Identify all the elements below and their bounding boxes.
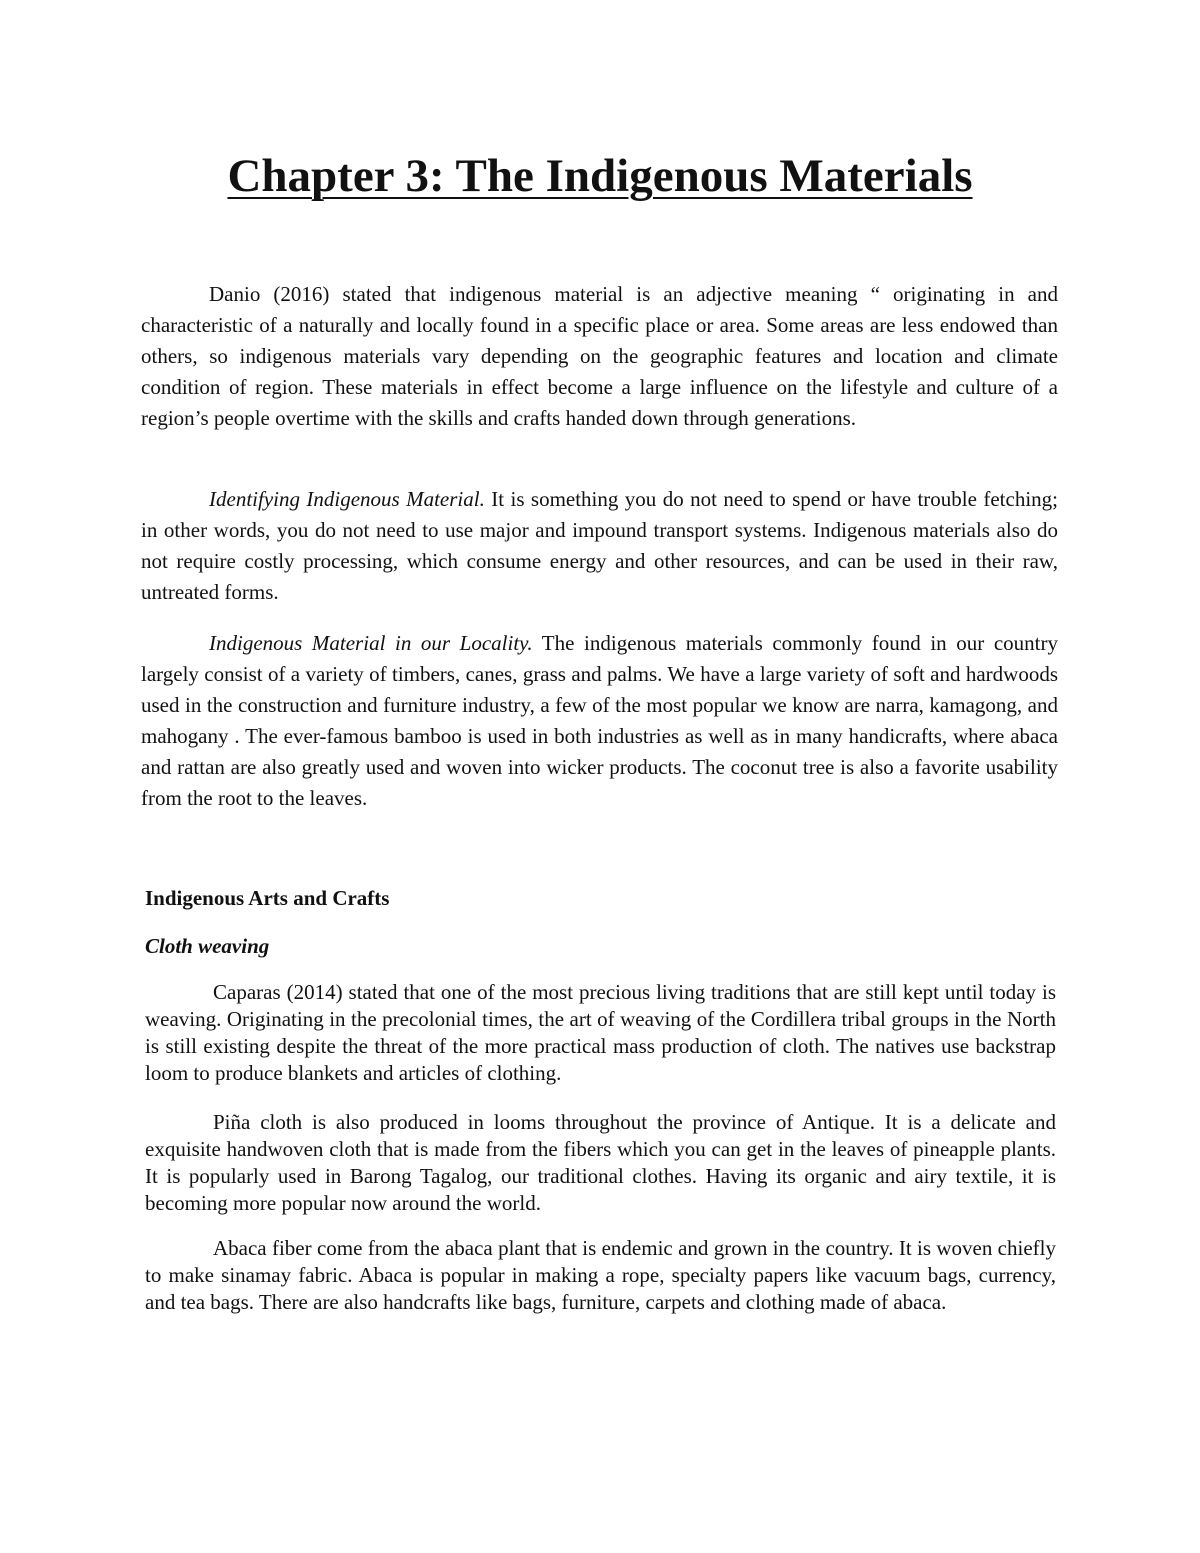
identifying-paragraph [141, 484, 1058, 608]
weaving-paragraph-abaca: Abaca fiber come from the abaca plant that is endemic and grown in the country. It is woven chiefly to make sinamay fabric. Abaca is popular in making a rope, specialty papers like vacuum bags, currency, and tea bags. There are also handcrafts like bags, furniture, carpets and clothing made of abaca. [145, 1236, 1056, 1314]
locality-paragraph [141, 628, 1058, 814]
intro-paragraph: Danio (2016) stated that indigenous material is an adjective meaning “ originating in and characteristic of a naturally and locally found in a specific place or area. Some areas are less endowed than others, so indigenous materials vary depending on the geographic features and location and climate condition of region. These materials in effect become a large influence on the lifestyle and culture of a region’s people overtime with the skills and crafts handed down through generations. [141, 282, 1058, 430]
subheading-cloth-weaving: Cloth weaving [145, 934, 270, 958]
chapter-title: Chapter 3: The Indigenous Materials [227, 150, 973, 202]
locality-lead: Indigenous Material in our Locality. [209, 631, 533, 655]
locality-text: The indigenous materials commonly found in our country largely consist of a variety of timbers, canes, grass and palms. We have a large variety of soft and hardwoods used in the construction and furniture industry, a few of the most popular we know are narra, kamagong, and mahogany . The ever-famous bamboo is used in both industries as well as in many handicrafts, where abaca and rattan are also greatly used and woven into wicker products. The coconut tree is also a favorite usability from the root to the leaves. [141, 631, 1058, 810]
identifying-lead: Identifying Indigenous Material. [209, 487, 485, 511]
weaving-paragraph-pina: Piña cloth is also produced in looms throughout the province of Antique. It is a delicate and exquisite handwoven cloth that is made from the fibers which you can get in the leaves of pineapple plants. It is popularly used in Barong Tagalog, our traditional clothes. Having its organic and airy textile, it is becoming more popular now around the world. [145, 1110, 1056, 1215]
weaving-paragraph-caparas: Caparas (2014) stated that one of the most precious living traditions that are still kept until today is weaving. Originating in the precolonial times, the art of weaving of the Cordillera tribal groups in the North is still existing despite the threat of the more practical mass production of cloth. The natives use backstrap loom to produce blankets and articles of clothing. [145, 980, 1056, 1085]
section-heading: Indigenous Arts and Crafts [145, 886, 390, 910]
identifying-text: It is something you do not need to spend or have trouble fetching; in other words, you do not need to use major and impound transport systems. Indigenous materials also do not require costly processing, which consume energy and other resources, and can be used in their raw, untreated forms. [141, 487, 1058, 604]
